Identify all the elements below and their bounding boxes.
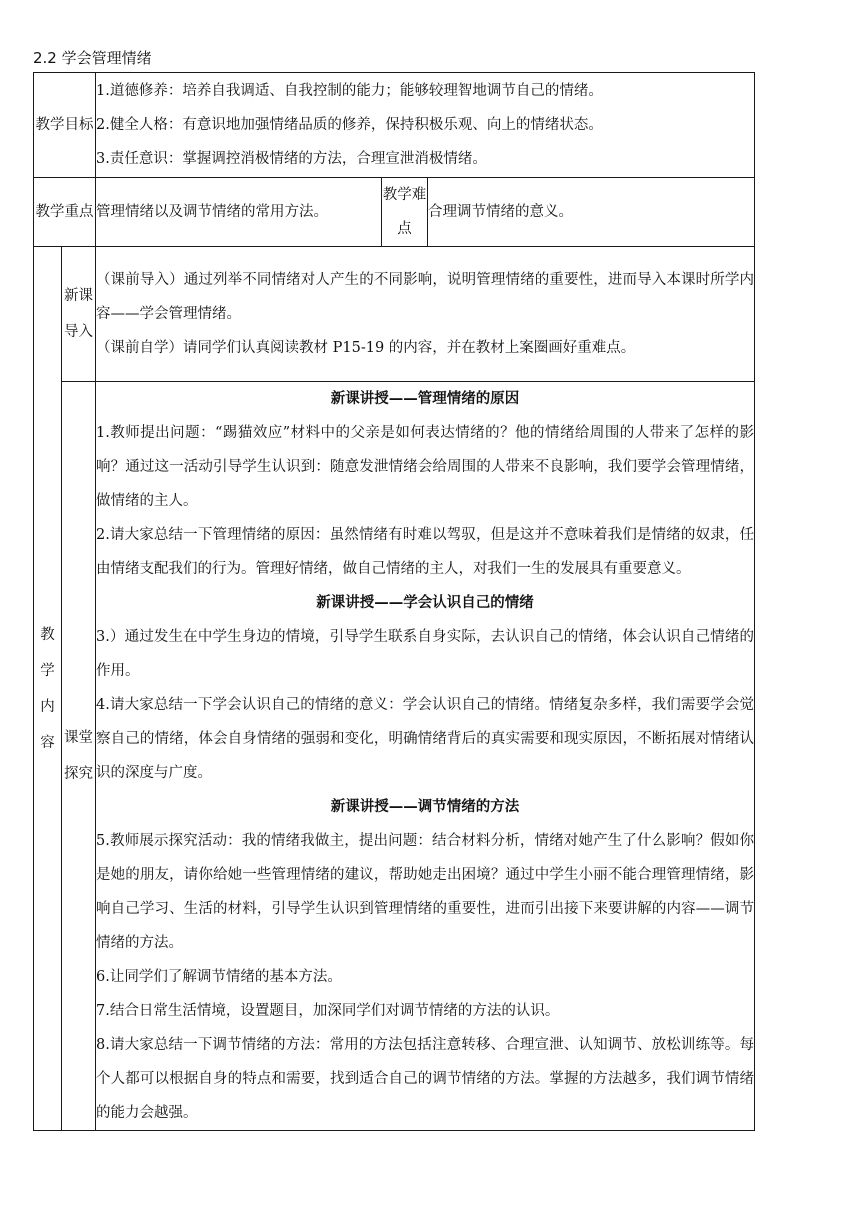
inquiry-paragraph: 1.教师提出问题：“踢猫效应”材料中的父亲是如何表达情绪的？他的情绪给周围的人带来了怎样的影响？通过这一活动引导学生认识到：随意发泄情绪会给周围的人带来不良影响，我们要学会管理情绪，做情绪的主人。 — [96, 425, 754, 509]
intro-cell — [96, 247, 755, 382]
inquiry-paragraph: 6.让同学们了解调节情绪的基本方法。 — [96, 969, 342, 985]
difficult-points-value: 合理调节情绪的意义。 — [428, 178, 755, 247]
page-title: 2.2 学会管理情绪 — [33, 49, 152, 67]
objective-item: 1.道德修养：培养自我调适、自我控制的能力；能够较理智地调节自己的情绪。 — [96, 83, 603, 99]
points-row — [34, 178, 755, 247]
inquiry-paragraph: 4.请大家总结一下学会认识自己的情绪的意义：学会认识自己的情绪。情绪复杂多样，我们需要学会觉察自己的情绪，体会自身情绪的强弱和变化，明确情绪背后的真实需要和现实原因，不断拓展对情绪认识的深度与广度。 — [96, 697, 754, 781]
inquiry-label: 课堂探究 — [62, 382, 96, 1131]
inquiry-paragraph: 7.结合日常生活情境，设置题目，加深同学们对调节情绪的方法的认识。 — [96, 1003, 560, 1019]
intro-paragraph: （课前导入）通过列举不同情绪对人产生的不同影响，说明管理情绪的重要性，进而导入本课时所学内容——学会管理情绪。 — [96, 272, 754, 322]
difficult-points-label: 教学难点 — [382, 178, 428, 247]
intro-label: 新课导入 — [62, 247, 96, 382]
objective-item: 3.责任意识：掌握调控消极情绪的方法，合理宣泄消极情绪。 — [96, 151, 487, 167]
objective-item: 2.健全人格：有意识地加强情绪品质的修养，保持积极乐观、向上的情绪状态。 — [96, 117, 603, 133]
key-points-label: 教学重点 — [34, 178, 96, 247]
key-points-value: 管理情绪以及调节情绪的常用方法。 — [96, 178, 382, 247]
inquiry-paragraph: 2.请大家总结一下管理情绪的原因：虽然情绪有时难以驾驭，但是这并不意味着我们是情绪的奴隶，任由情绪支配我们的行为。管理好情绪，做自己情绪的主人，对我们一生的发展具有重要意义。 — [96, 527, 754, 577]
lesson-plan-table — [33, 72, 755, 1131]
inquiry-paragraph: 3.）通过发生在中学生身边的情境，引导学生联系自身实际，去认识自己的情绪，体会认识自己情绪的作用。 — [96, 629, 754, 679]
objectives-cell — [96, 73, 755, 178]
objectives-label: 教学目标 — [34, 73, 96, 178]
inquiry-paragraph: 5.教师展示探究活动：我的情绪我做主，提出问题：结合材料分析，情绪对她产生了什么影响？假如你是她的朋友，请你给她一些管理情绪的建议，帮助她走出困境？通过中学生小丽不能合理管理情绪，影响自己学习、生活的材料，引导学生认识到管理情绪的重要性，进而引出接下来要讲解的内容——调节情绪的方法。 — [96, 833, 754, 951]
section-heading: 新课讲授——学会认识自己的情绪 — [316, 595, 534, 611]
inquiry-cell — [96, 382, 755, 1131]
inquiry-paragraph: 8.请大家总结一下调节情绪的方法：常用的方法包括注意转移、合理宣泄、认知调节、放松训练等。每个人都可以根据自身的特点和需要，找到适合自己的调节情绪的方法。掌握的方法越多，我们调节情绪的能力会越强。 — [96, 1037, 754, 1121]
intro-row — [34, 247, 755, 382]
inquiry-row — [34, 382, 755, 1131]
content-label: 教学内容 — [34, 247, 62, 1131]
section-heading: 新课讲授——管理情绪的原因 — [330, 391, 520, 407]
section-heading: 新课讲授——调节情绪的方法 — [330, 799, 520, 815]
intro-paragraph: （课前自学）请同学们认真阅读教材 P15-19 的内容，并在教材上案圈画好重难点。 — [96, 340, 636, 356]
objectives-row — [34, 73, 755, 178]
